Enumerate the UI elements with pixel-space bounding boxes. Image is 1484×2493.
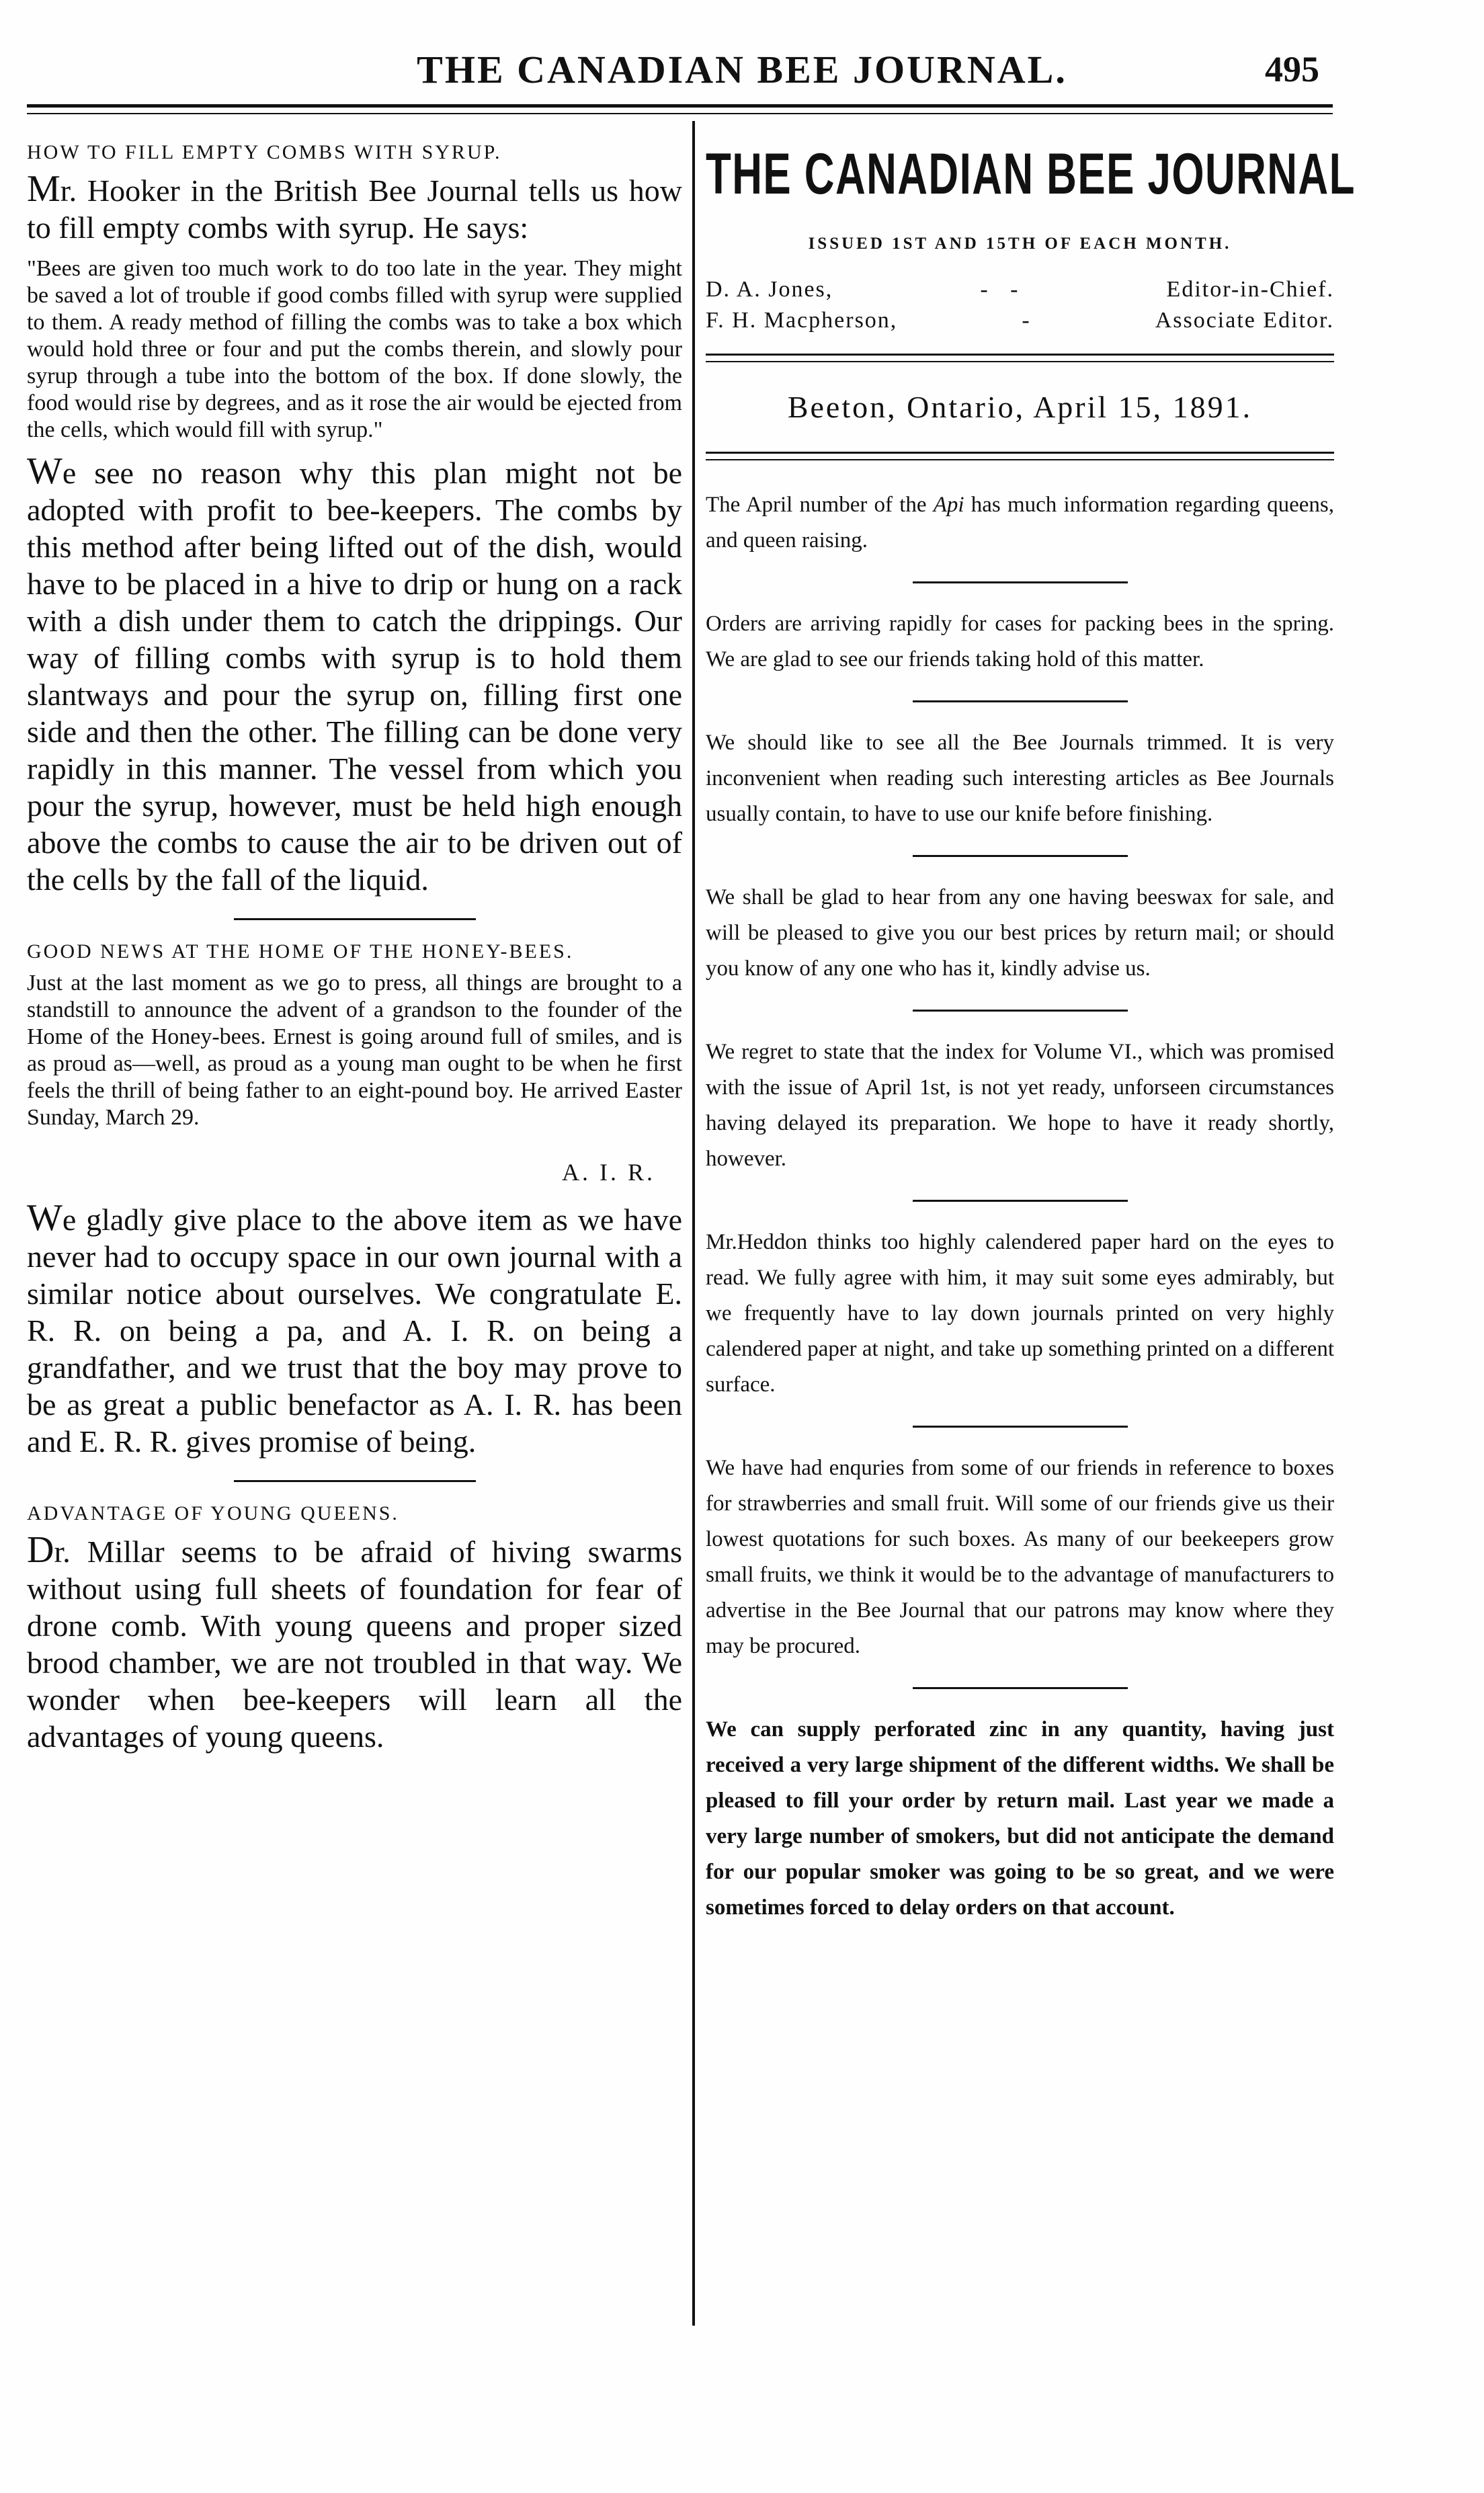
article-paragraph: We gladly give place to the above item as we have never had to occupy space in our own journal with a similar notice about ourselves. We congratulate E. R. R. on being a pa, and A. I. R. on being a grandfather, and we trust that the boy may prove to be as great a public benefactor as A. I. R. has been and E. R. R. gives promise of being. <box>27 1197 682 1459</box>
section-rule <box>234 1480 476 1482</box>
news-item-trimmed: We should like to see all the Bee Journals trimmed. It is very inconvenient when reading such interesting articles as Bee Journals usually contain, to have to use our knife before finishing. <box>706 731 1334 826</box>
news-item-orders: Orders are arriving rapidly for cases for packing bees in the spring. We are glad to see our friends taking hold of this matter. <box>706 612 1334 671</box>
header-rule-thin <box>27 113 1333 114</box>
item-rule <box>913 1687 1128 1689</box>
staff-role: Associate Editor. <box>1155 308 1334 333</box>
right-column <box>706 141 1356 1926</box>
masthead-rule-thin <box>706 361 1334 362</box>
dateline-rule-thin <box>706 459 1334 460</box>
staff-role: Editor-in-Chief. <box>1166 277 1334 302</box>
signature: A. I. R. <box>562 1159 655 1186</box>
article-quote: "Bees are given too much work to do too late in the year. They might be saved a lot of trouble if good combs filled with syrup were supplied to them. A ready method of filling the combs was to take a box which would hold three or four and put the combs therein, and slowly pour syrup through a tube into the bottom of the box. If done slowly, the food would rise by degrees, and as it rose the air would be ejected from the cells, which would fill with syrup." <box>27 256 682 442</box>
article-paragraph: Just at the last moment as we go to press, all things are brought to a standstill to announce the advent of a grandson to the founder of the Home of the Honey-bees. Ernest is going around full of smiles, and is as proud as—well, as proud as a young man ought to be when he first feels the thrill of being father to an eight-pound boy. He arrived Easter Sunday, March 29. <box>27 971 682 1130</box>
item-rule <box>913 855 1128 857</box>
masthead: THE CANADIAN BEE JOURNAL <box>706 142 1356 206</box>
item-rule <box>913 700 1128 702</box>
staff-list <box>706 277 1334 333</box>
column-divider <box>692 121 695 2326</box>
journal-name: Api <box>933 493 964 517</box>
item-rule <box>913 1010 1128 1012</box>
news-item-calendered: Mr.Heddon thinks too highly calendered paper hard on the eyes to read. We fully agree with him, it may suit some eyes admirably, but we frequently have to lay down journals printed on very highly calendered paper at night, and take up something printed on a different surface. <box>706 1230 1334 1397</box>
staff-dash: - - <box>980 277 1020 302</box>
staff-name: F. H. Macpherson, <box>706 308 898 333</box>
masthead-rule <box>706 354 1334 356</box>
staff-row <box>706 308 1334 333</box>
issue-frequency: ISSUED 1ST AND 15TH OF EACH MONTH. <box>808 235 1232 253</box>
news-item-beeswax: We shall be glad to hear from any one having beeswax for sale, and will be pleased to give you our best prices by return mail; or should you know of any one who has it, kindly advise us. <box>706 885 1334 981</box>
running-title: THE CANADIAN BEE JOURNAL. <box>417 48 1067 91</box>
page-number: 495 <box>1265 49 1319 89</box>
item-rule <box>913 1200 1128 1202</box>
staff-name: D. A. Jones, <box>706 277 833 302</box>
section-rule <box>234 918 476 920</box>
header-rule <box>27 104 1333 108</box>
article-paragraph: We see no reason why this plan might not be adopted with profit to bee-keepers. The combs by this method after being lifted out of the dish, would have to be placed in a hive to drip or hung on a rack with a dish under them to catch the drippings. Our way of filling combs with syrup is to hold them slantways and pour the syrup on, filling first one side and then the other. The filling can be done very rapidly in this manner. The vessel from which you pour the syrup, however, must be held high enough above the combs to cause the air to be driven out of the cells by the fall of the liquid. <box>27 450 682 897</box>
article-paragraph: Dr. Millar seems to be afraid of hiving swarms without using full sheets of foundation for fear of drone comb. With young queens and proper sized brood chamber, we are not troubled in that way. We wonder when bee-keepers will learn all the advantages of young queens. <box>27 1529 682 1754</box>
news-item-zinc: We can supply perforated zinc in any quantity, having just received a very large shipment of the different widths. We shall be pleased to fill your order by return mail. Last year we made a very large number of smokers, but did not anticipate the demand for our popular smoker was going to be so great, and we were sometimes forced to delay orders on that account. <box>706 1717 1334 1920</box>
text-run: The April number of the <box>706 493 934 517</box>
item-rule <box>913 581 1128 583</box>
dateline-rule <box>706 452 1334 454</box>
staff-row <box>706 277 1334 302</box>
news-item-api <box>706 487 1334 559</box>
text-run: has much information regarding queens, and queen raising. <box>706 493 1334 553</box>
article-heading-young-queens: ADVANTAGE OF YOUNG QUEENS. <box>27 1502 399 1524</box>
running-head <box>0 47 1484 108</box>
news-item-boxes: We have had enquries from some of our friends in reference to boxes for strawberries and small fruit. Will some of our friends give us their lowest quotations for such boxes. As many of our beekeepers grow small fruits, we think it would be to the advantage of manufacturers to advertise in the Bee Journal that our patrons may know where they may be procured. <box>706 1456 1334 1658</box>
news-item-index: We regret to state that the index for Volume VI., which was promised with the issue of April 1st, is not yet ready, unforseen circumstances having delayed its preparation. We hope to have it ready shortly, however. <box>706 1040 1334 1171</box>
staff-dash: - <box>1022 308 1031 333</box>
left-column <box>27 141 682 1764</box>
article-heading-fill-combs: HOW TO FILL EMPTY COMBS WITH SYRUP. <box>27 141 502 163</box>
article-heading-good-news: GOOD NEWS AT THE HOME OF THE HONEY-BEES. <box>27 940 574 963</box>
item-rule <box>913 1426 1128 1428</box>
article-paragraph: Mr. Hooker in the British Bee Journal tells us how to fill empty combs with syrup. He says: <box>27 168 682 245</box>
dateline: Beeton, Ontario, April 15, 1891. <box>787 390 1253 424</box>
